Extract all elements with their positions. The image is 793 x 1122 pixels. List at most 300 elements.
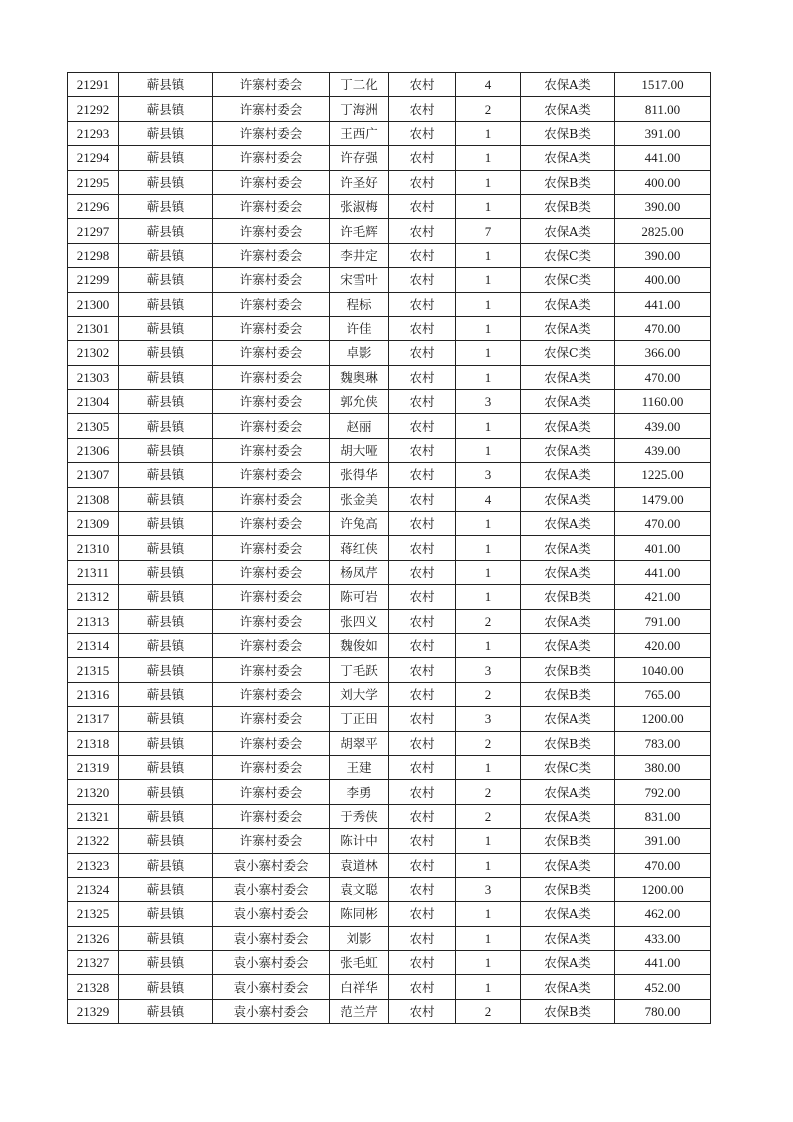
cell-town: 蕲县镇 xyxy=(119,731,213,755)
cell-family-size: 3 xyxy=(456,877,521,901)
cell-record-id: 21293 xyxy=(68,121,119,145)
cell-household-type: 农村 xyxy=(389,536,456,560)
cell-amount: 765.00 xyxy=(615,682,711,706)
cell-village-committee: 许寨村委会 xyxy=(213,390,330,414)
cell-insurance-category: 农保A类 xyxy=(521,438,615,462)
cell-town: 蕲县镇 xyxy=(119,463,213,487)
cell-amount: 470.00 xyxy=(615,512,711,536)
cell-insurance-category: 农保A类 xyxy=(521,633,615,657)
cell-family-size: 4 xyxy=(456,73,521,97)
cell-record-id: 21309 xyxy=(68,512,119,536)
cell-person-name: 张金美 xyxy=(330,487,389,511)
cell-record-id: 21318 xyxy=(68,731,119,755)
cell-record-id: 21310 xyxy=(68,536,119,560)
table-row xyxy=(68,243,711,267)
cell-family-size: 2 xyxy=(456,97,521,121)
cell-village-committee: 许寨村委会 xyxy=(213,243,330,267)
table-row xyxy=(68,97,711,121)
cell-insurance-category: 农保A类 xyxy=(521,536,615,560)
cell-person-name: 袁道林 xyxy=(330,853,389,877)
cell-village-committee: 许寨村委会 xyxy=(213,512,330,536)
cell-family-size: 1 xyxy=(456,170,521,194)
cell-person-name: 赵丽 xyxy=(330,414,389,438)
cell-household-type: 农村 xyxy=(389,755,456,779)
cell-village-committee: 许寨村委会 xyxy=(213,658,330,682)
cell-village-committee: 许寨村委会 xyxy=(213,268,330,292)
cell-insurance-category: 农保A类 xyxy=(521,316,615,340)
cell-town: 蕲县镇 xyxy=(119,170,213,194)
table-row xyxy=(68,121,711,145)
cell-household-type: 农村 xyxy=(389,390,456,414)
cell-amount: 780.00 xyxy=(615,999,711,1023)
cell-person-name: 陈同彬 xyxy=(330,902,389,926)
cell-person-name: 胡翠平 xyxy=(330,731,389,755)
cell-amount: 390.00 xyxy=(615,194,711,218)
cell-insurance-category: 农保A类 xyxy=(521,487,615,511)
cell-town: 蕲县镇 xyxy=(119,97,213,121)
cell-family-size: 1 xyxy=(456,755,521,779)
cell-insurance-category: 农保A类 xyxy=(521,414,615,438)
table-row xyxy=(68,999,711,1023)
cell-record-id: 21305 xyxy=(68,414,119,438)
cell-town: 蕲县镇 xyxy=(119,780,213,804)
cell-person-name: 胡大哑 xyxy=(330,438,389,462)
cell-record-id: 21319 xyxy=(68,755,119,779)
cell-record-id: 21292 xyxy=(68,97,119,121)
cell-record-id: 21291 xyxy=(68,73,119,97)
cell-household-type: 农村 xyxy=(389,951,456,975)
cell-insurance-category: 农保B类 xyxy=(521,731,615,755)
cell-record-id: 21325 xyxy=(68,902,119,926)
cell-household-type: 农村 xyxy=(389,463,456,487)
cell-village-committee: 许寨村委会 xyxy=(213,316,330,340)
cell-town: 蕲县镇 xyxy=(119,292,213,316)
cell-village-committee: 许寨村委会 xyxy=(213,73,330,97)
cell-household-type: 农村 xyxy=(389,877,456,901)
cell-town: 蕲县镇 xyxy=(119,707,213,731)
table-row xyxy=(68,951,711,975)
cell-town: 蕲县镇 xyxy=(119,999,213,1023)
table-row xyxy=(68,975,711,999)
cell-village-committee: 许寨村委会 xyxy=(213,365,330,389)
table-row xyxy=(68,219,711,243)
cell-amount: 366.00 xyxy=(615,341,711,365)
cell-insurance-category: 农保C类 xyxy=(521,268,615,292)
cell-household-type: 农村 xyxy=(389,975,456,999)
cell-record-id: 21304 xyxy=(68,390,119,414)
cell-insurance-category: 农保C类 xyxy=(521,341,615,365)
cell-record-id: 21320 xyxy=(68,780,119,804)
cell-insurance-category: 农保B类 xyxy=(521,194,615,218)
cell-record-id: 21300 xyxy=(68,292,119,316)
cell-town: 蕲县镇 xyxy=(119,926,213,950)
cell-person-name: 丁海洲 xyxy=(330,97,389,121)
cell-person-name: 蒋红侠 xyxy=(330,536,389,560)
cell-insurance-category: 农保C类 xyxy=(521,243,615,267)
cell-amount: 380.00 xyxy=(615,755,711,779)
cell-town: 蕲县镇 xyxy=(119,146,213,170)
cell-amount: 421.00 xyxy=(615,585,711,609)
cell-town: 蕲县镇 xyxy=(119,755,213,779)
cell-record-id: 21302 xyxy=(68,341,119,365)
cell-village-committee: 许寨村委会 xyxy=(213,609,330,633)
table-row xyxy=(68,292,711,316)
cell-insurance-category: 农保A类 xyxy=(521,97,615,121)
cell-person-name: 李井定 xyxy=(330,243,389,267)
cell-person-name: 王西广 xyxy=(330,121,389,145)
cell-amount: 441.00 xyxy=(615,951,711,975)
cell-household-type: 农村 xyxy=(389,73,456,97)
cell-record-id: 21298 xyxy=(68,243,119,267)
cell-insurance-category: 农保A类 xyxy=(521,219,615,243)
cell-town: 蕲县镇 xyxy=(119,560,213,584)
cell-amount: 1160.00 xyxy=(615,390,711,414)
cell-household-type: 农村 xyxy=(389,999,456,1023)
table-body xyxy=(68,73,711,1024)
cell-village-committee: 袁小寨村委会 xyxy=(213,975,330,999)
cell-town: 蕲县镇 xyxy=(119,414,213,438)
cell-amount: 439.00 xyxy=(615,414,711,438)
cell-insurance-category: 农保A类 xyxy=(521,292,615,316)
cell-village-committee: 许寨村委会 xyxy=(213,731,330,755)
cell-insurance-category: 农保B类 xyxy=(521,999,615,1023)
cell-family-size: 1 xyxy=(456,146,521,170)
cell-village-committee: 许寨村委会 xyxy=(213,829,330,853)
table-row xyxy=(68,682,711,706)
cell-amount: 441.00 xyxy=(615,292,711,316)
cell-village-committee: 许寨村委会 xyxy=(213,707,330,731)
cell-insurance-category: 农保A类 xyxy=(521,512,615,536)
cell-household-type: 农村 xyxy=(389,365,456,389)
cell-household-type: 农村 xyxy=(389,829,456,853)
cell-town: 蕲县镇 xyxy=(119,804,213,828)
cell-record-id: 21295 xyxy=(68,170,119,194)
cell-family-size: 2 xyxy=(456,999,521,1023)
cell-record-id: 21297 xyxy=(68,219,119,243)
cell-village-committee: 袁小寨村委会 xyxy=(213,926,330,950)
cell-town: 蕲县镇 xyxy=(119,853,213,877)
cell-family-size: 3 xyxy=(456,390,521,414)
cell-person-name: 张毛虹 xyxy=(330,951,389,975)
cell-household-type: 农村 xyxy=(389,926,456,950)
cell-village-committee: 许寨村委会 xyxy=(213,804,330,828)
cell-family-size: 1 xyxy=(456,341,521,365)
cell-insurance-category: 农保B类 xyxy=(521,170,615,194)
cell-town: 蕲县镇 xyxy=(119,682,213,706)
cell-village-committee: 袁小寨村委会 xyxy=(213,902,330,926)
cell-town: 蕲县镇 xyxy=(119,902,213,926)
cell-household-type: 农村 xyxy=(389,146,456,170)
table-row xyxy=(68,780,711,804)
cell-amount: 462.00 xyxy=(615,902,711,926)
cell-person-name: 张淑梅 xyxy=(330,194,389,218)
cell-town: 蕲县镇 xyxy=(119,975,213,999)
cell-town: 蕲县镇 xyxy=(119,390,213,414)
cell-insurance-category: 农保A类 xyxy=(521,463,615,487)
table-row xyxy=(68,902,711,926)
cell-record-id: 21316 xyxy=(68,682,119,706)
cell-record-id: 21323 xyxy=(68,853,119,877)
table-row xyxy=(68,316,711,340)
cell-village-committee: 许寨村委会 xyxy=(213,438,330,462)
cell-town: 蕲县镇 xyxy=(119,268,213,292)
table-row xyxy=(68,463,711,487)
cell-household-type: 农村 xyxy=(389,121,456,145)
table-row xyxy=(68,341,711,365)
cell-town: 蕲县镇 xyxy=(119,341,213,365)
cell-amount: 1200.00 xyxy=(615,877,711,901)
cell-amount: 391.00 xyxy=(615,121,711,145)
cell-household-type: 农村 xyxy=(389,487,456,511)
cell-town: 蕲县镇 xyxy=(119,829,213,853)
cell-village-committee: 许寨村委会 xyxy=(213,682,330,706)
cell-person-name: 程标 xyxy=(330,292,389,316)
cell-family-size: 1 xyxy=(456,585,521,609)
cell-town: 蕲县镇 xyxy=(119,609,213,633)
cell-record-id: 21324 xyxy=(68,877,119,901)
cell-town: 蕲县镇 xyxy=(119,951,213,975)
cell-record-id: 21329 xyxy=(68,999,119,1023)
cell-town: 蕲县镇 xyxy=(119,536,213,560)
cell-family-size: 1 xyxy=(456,951,521,975)
cell-town: 蕲县镇 xyxy=(119,585,213,609)
cell-amount: 452.00 xyxy=(615,975,711,999)
cell-amount: 1479.00 xyxy=(615,487,711,511)
cell-village-committee: 许寨村委会 xyxy=(213,536,330,560)
table-row xyxy=(68,585,711,609)
cell-household-type: 农村 xyxy=(389,316,456,340)
cell-village-committee: 许寨村委会 xyxy=(213,146,330,170)
cell-insurance-category: 农保A类 xyxy=(521,609,615,633)
cell-household-type: 农村 xyxy=(389,243,456,267)
cell-insurance-category: 农保B类 xyxy=(521,829,615,853)
cell-amount: 401.00 xyxy=(615,536,711,560)
cell-amount: 441.00 xyxy=(615,560,711,584)
table-row xyxy=(68,390,711,414)
cell-insurance-category: 农保A类 xyxy=(521,853,615,877)
cell-family-size: 1 xyxy=(456,975,521,999)
cell-town: 蕲县镇 xyxy=(119,316,213,340)
table-row xyxy=(68,536,711,560)
cell-person-name: 许佳 xyxy=(330,316,389,340)
cell-village-committee: 许寨村委会 xyxy=(213,414,330,438)
cell-town: 蕲县镇 xyxy=(119,73,213,97)
cell-amount: 439.00 xyxy=(615,438,711,462)
cell-person-name: 丁正田 xyxy=(330,707,389,731)
table-row xyxy=(68,877,711,901)
table-row xyxy=(68,755,711,779)
cell-amount: 783.00 xyxy=(615,731,711,755)
cell-insurance-category: 农保B类 xyxy=(521,121,615,145)
cell-family-size: 4 xyxy=(456,487,521,511)
cell-insurance-category: 农保A类 xyxy=(521,902,615,926)
table-row xyxy=(68,146,711,170)
cell-village-committee: 许寨村委会 xyxy=(213,633,330,657)
cell-household-type: 农村 xyxy=(389,658,456,682)
cell-person-name: 袁文聪 xyxy=(330,877,389,901)
cell-record-id: 21303 xyxy=(68,365,119,389)
cell-person-name: 许兔高 xyxy=(330,512,389,536)
cell-family-size: 2 xyxy=(456,804,521,828)
cell-amount: 391.00 xyxy=(615,829,711,853)
cell-person-name: 郭允侠 xyxy=(330,390,389,414)
cell-insurance-category: 农保A类 xyxy=(521,951,615,975)
cell-amount: 470.00 xyxy=(615,853,711,877)
cell-record-id: 21299 xyxy=(68,268,119,292)
cell-insurance-category: 农保A类 xyxy=(521,390,615,414)
cell-town: 蕲县镇 xyxy=(119,194,213,218)
cell-household-type: 农村 xyxy=(389,414,456,438)
cell-amount: 2825.00 xyxy=(615,219,711,243)
benefit-table xyxy=(67,72,711,1024)
cell-record-id: 21326 xyxy=(68,926,119,950)
cell-person-name: 王建 xyxy=(330,755,389,779)
cell-amount: 811.00 xyxy=(615,97,711,121)
cell-insurance-category: 农保A类 xyxy=(521,780,615,804)
cell-person-name: 丁毛跃 xyxy=(330,658,389,682)
cell-family-size: 1 xyxy=(456,853,521,877)
cell-record-id: 21307 xyxy=(68,463,119,487)
cell-family-size: 1 xyxy=(456,633,521,657)
cell-amount: 1225.00 xyxy=(615,463,711,487)
cell-insurance-category: 农保B类 xyxy=(521,877,615,901)
cell-family-size: 1 xyxy=(456,194,521,218)
cell-village-committee: 许寨村委会 xyxy=(213,121,330,145)
cell-household-type: 农村 xyxy=(389,707,456,731)
cell-village-committee: 许寨村委会 xyxy=(213,219,330,243)
cell-record-id: 21314 xyxy=(68,633,119,657)
cell-household-type: 农村 xyxy=(389,853,456,877)
cell-record-id: 21296 xyxy=(68,194,119,218)
cell-family-size: 1 xyxy=(456,365,521,389)
cell-family-size: 1 xyxy=(456,536,521,560)
cell-household-type: 农村 xyxy=(389,268,456,292)
cell-household-type: 农村 xyxy=(389,609,456,633)
cell-town: 蕲县镇 xyxy=(119,512,213,536)
cell-family-size: 2 xyxy=(456,731,521,755)
cell-family-size: 1 xyxy=(456,268,521,292)
cell-family-size: 3 xyxy=(456,658,521,682)
table-row xyxy=(68,170,711,194)
cell-town: 蕲县镇 xyxy=(119,487,213,511)
table-row xyxy=(68,365,711,389)
cell-town: 蕲县镇 xyxy=(119,633,213,657)
cell-amount: 441.00 xyxy=(615,146,711,170)
cell-household-type: 农村 xyxy=(389,170,456,194)
cell-household-type: 农村 xyxy=(389,512,456,536)
table-row xyxy=(68,609,711,633)
cell-family-size: 2 xyxy=(456,609,521,633)
cell-person-name: 李勇 xyxy=(330,780,389,804)
cell-person-name: 许毛辉 xyxy=(330,219,389,243)
cell-insurance-category: 农保A类 xyxy=(521,146,615,170)
cell-village-committee: 袁小寨村委会 xyxy=(213,999,330,1023)
table-row xyxy=(68,268,711,292)
table-row xyxy=(68,707,711,731)
cell-amount: 390.00 xyxy=(615,243,711,267)
cell-town: 蕲县镇 xyxy=(119,438,213,462)
cell-person-name: 魏俊如 xyxy=(330,633,389,657)
cell-town: 蕲县镇 xyxy=(119,243,213,267)
cell-amount: 433.00 xyxy=(615,926,711,950)
cell-person-name: 许存强 xyxy=(330,146,389,170)
cell-person-name: 刘大学 xyxy=(330,682,389,706)
cell-village-committee: 袁小寨村委会 xyxy=(213,951,330,975)
cell-village-committee: 袁小寨村委会 xyxy=(213,853,330,877)
cell-person-name: 白祥华 xyxy=(330,975,389,999)
cell-amount: 792.00 xyxy=(615,780,711,804)
cell-family-size: 1 xyxy=(456,121,521,145)
cell-person-name: 于秀侠 xyxy=(330,804,389,828)
cell-insurance-category: 农保A类 xyxy=(521,804,615,828)
cell-village-committee: 许寨村委会 xyxy=(213,780,330,804)
cell-town: 蕲县镇 xyxy=(119,365,213,389)
table-row xyxy=(68,512,711,536)
cell-household-type: 农村 xyxy=(389,902,456,926)
cell-amount: 1200.00 xyxy=(615,707,711,731)
cell-village-committee: 许寨村委会 xyxy=(213,487,330,511)
cell-town: 蕲县镇 xyxy=(119,121,213,145)
cell-household-type: 农村 xyxy=(389,97,456,121)
cell-record-id: 21294 xyxy=(68,146,119,170)
cell-village-committee: 许寨村委会 xyxy=(213,463,330,487)
cell-amount: 1040.00 xyxy=(615,658,711,682)
cell-insurance-category: 农保B类 xyxy=(521,682,615,706)
cell-amount: 831.00 xyxy=(615,804,711,828)
table-row xyxy=(68,414,711,438)
cell-household-type: 农村 xyxy=(389,292,456,316)
cell-person-name: 范兰芹 xyxy=(330,999,389,1023)
table-row xyxy=(68,804,711,828)
cell-household-type: 农村 xyxy=(389,438,456,462)
cell-village-committee: 许寨村委会 xyxy=(213,194,330,218)
cell-insurance-category: 农保A类 xyxy=(521,707,615,731)
cell-person-name: 陈计中 xyxy=(330,829,389,853)
cell-village-committee: 许寨村委会 xyxy=(213,755,330,779)
cell-town: 蕲县镇 xyxy=(119,877,213,901)
table-row xyxy=(68,829,711,853)
cell-insurance-category: 农保A类 xyxy=(521,926,615,950)
cell-family-size: 1 xyxy=(456,316,521,340)
cell-insurance-category: 农保A类 xyxy=(521,560,615,584)
cell-household-type: 农村 xyxy=(389,585,456,609)
cell-amount: 470.00 xyxy=(615,365,711,389)
cell-family-size: 1 xyxy=(456,438,521,462)
cell-record-id: 21327 xyxy=(68,951,119,975)
cell-insurance-category: 农保A类 xyxy=(521,975,615,999)
cell-family-size: 3 xyxy=(456,463,521,487)
cell-person-name: 陈可岩 xyxy=(330,585,389,609)
cell-household-type: 农村 xyxy=(389,194,456,218)
cell-record-id: 21315 xyxy=(68,658,119,682)
table-row xyxy=(68,194,711,218)
cell-village-committee: 许寨村委会 xyxy=(213,170,330,194)
cell-person-name: 许圣好 xyxy=(330,170,389,194)
cell-person-name: 丁二化 xyxy=(330,73,389,97)
cell-amount: 400.00 xyxy=(615,268,711,292)
cell-household-type: 农村 xyxy=(389,560,456,584)
cell-village-committee: 许寨村委会 xyxy=(213,97,330,121)
cell-family-size: 1 xyxy=(456,560,521,584)
cell-record-id: 21317 xyxy=(68,707,119,731)
table-row xyxy=(68,73,711,97)
cell-record-id: 21306 xyxy=(68,438,119,462)
table-row xyxy=(68,926,711,950)
cell-record-id: 21301 xyxy=(68,316,119,340)
table-row xyxy=(68,658,711,682)
cell-person-name: 刘影 xyxy=(330,926,389,950)
table-row xyxy=(68,487,711,511)
